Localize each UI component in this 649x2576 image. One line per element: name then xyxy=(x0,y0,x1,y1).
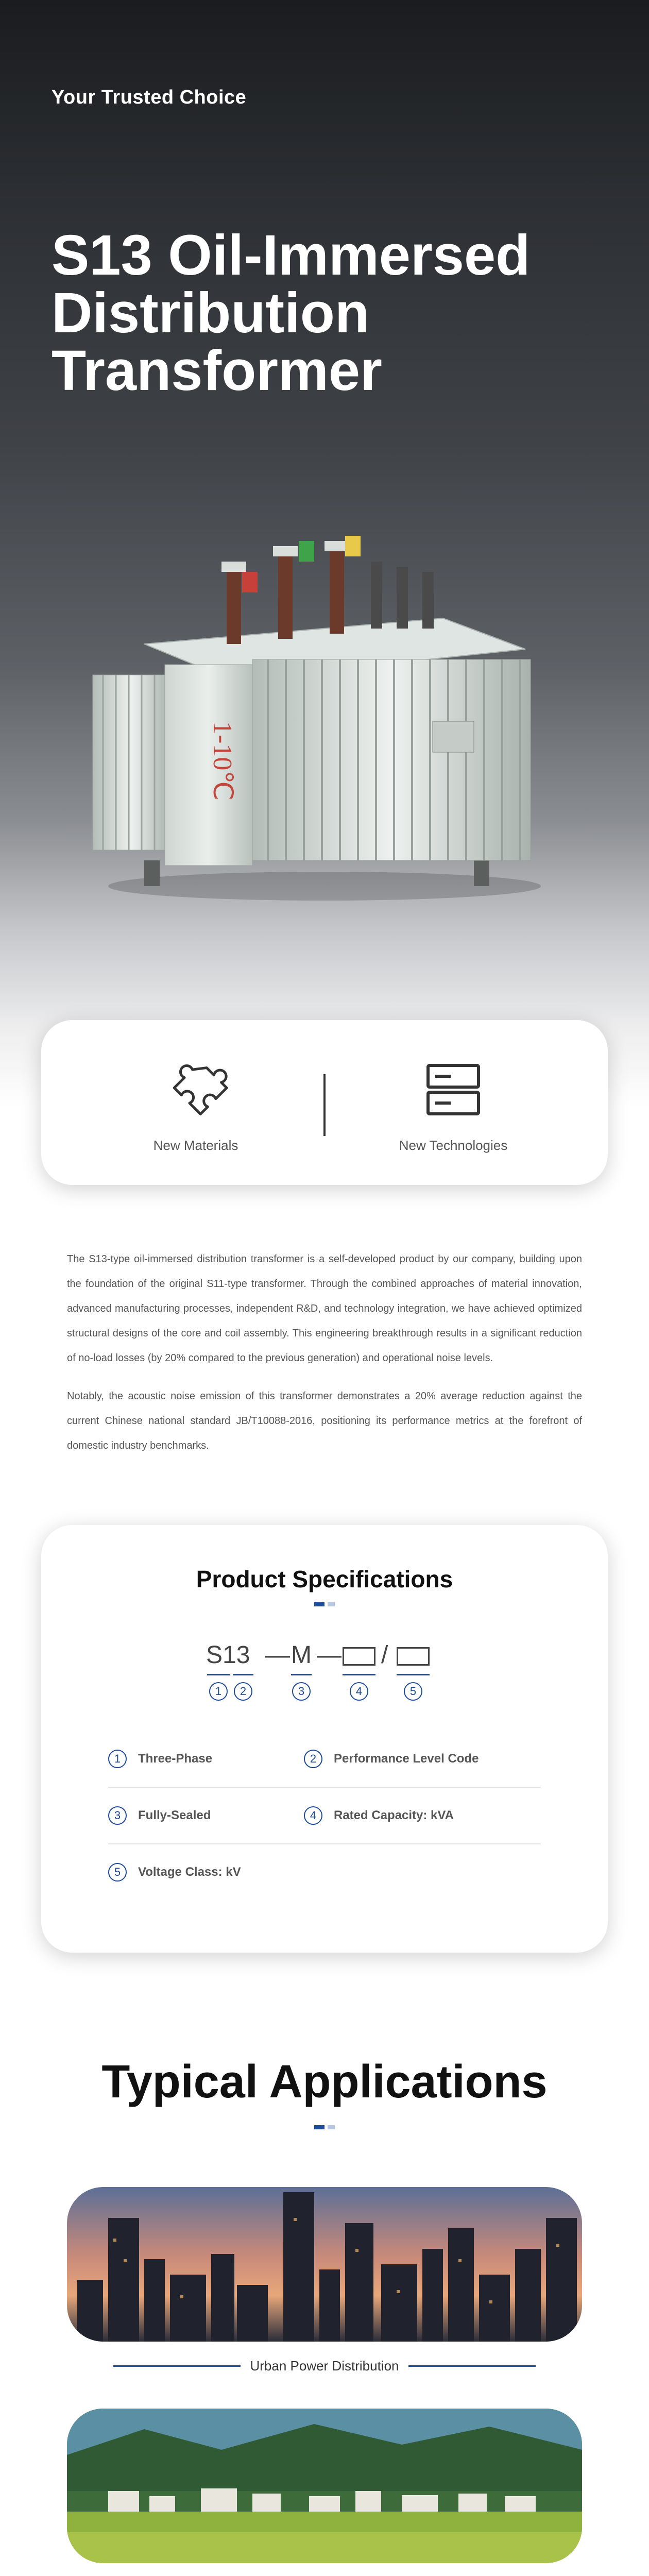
number-badge: 1 xyxy=(209,1682,228,1701)
hero-title: S13 Oil-Immersed Distribution Transformer xyxy=(52,224,531,402)
spec-item xyxy=(304,1806,454,1825)
number-badge: 1 xyxy=(108,1750,127,1768)
model-box xyxy=(397,1647,430,1666)
app-label: Urban Power Distribution xyxy=(241,2358,408,2374)
model-dash: — xyxy=(265,1641,290,1669)
title-accent-mark xyxy=(314,2125,335,2129)
feature-new-materials xyxy=(88,1056,304,1154)
feature-label: New Materials xyxy=(153,1138,238,1153)
number-badge: 5 xyxy=(404,1682,422,1701)
server-icon xyxy=(420,1056,487,1123)
spec-item xyxy=(108,1806,211,1825)
number-badge: 2 xyxy=(234,1682,252,1701)
hero-section xyxy=(0,0,649,1108)
number-badge: 4 xyxy=(350,1682,368,1701)
model-box xyxy=(343,1647,375,1666)
spec-item xyxy=(108,1750,212,1768)
spec-text: Rated Capacity: kVA xyxy=(334,1808,454,1822)
number-badge: 4 xyxy=(304,1806,322,1825)
model-m: M xyxy=(291,1641,312,1669)
spec-item xyxy=(304,1750,479,1768)
feature-card xyxy=(41,1020,608,1185)
spec-card xyxy=(41,1525,608,1953)
spec-text: Voltage Class: kV xyxy=(138,1865,241,1879)
feature-new-technologies xyxy=(345,1056,561,1154)
app-caption xyxy=(67,2355,582,2376)
spec-text: Fully-Sealed xyxy=(138,1808,211,1822)
feature-divider xyxy=(323,1074,326,1136)
number-badge: 5 xyxy=(108,1863,127,1882)
number-badge: 2 xyxy=(304,1750,322,1768)
spec-item xyxy=(108,1863,241,1882)
title-accent-mark xyxy=(314,1602,335,1606)
spec-row xyxy=(108,1731,541,1788)
number-badge: 3 xyxy=(108,1806,127,1825)
urban-image xyxy=(67,2187,582,2342)
model-dash: — xyxy=(317,1641,341,1669)
spec-text: Three-Phase xyxy=(138,1752,213,1766)
model-code xyxy=(206,1641,464,1703)
spec-row xyxy=(108,1788,541,1844)
intro-paragraph: Notably, the acoustic noise emission of this transformer demonstrates a 20% average reduction against the current Chinese national standard JB/T10088-2016, positioning its performance metrics at the forefront of domestic industry benchmarks. xyxy=(67,1391,582,1451)
hero-tagline: Your Trusted Choice xyxy=(52,87,247,108)
intro-text xyxy=(67,1247,582,1471)
spec-title: Product Specifications xyxy=(196,1566,453,1592)
transformer-image xyxy=(82,505,567,907)
applications-title: Typical Applications xyxy=(101,2056,548,2108)
nameplate-text: 1-10℃ xyxy=(208,721,237,801)
rural-image xyxy=(67,2409,582,2563)
spec-row xyxy=(108,1844,541,1901)
puzzle-icon xyxy=(162,1056,229,1123)
feature-label: New Technologies xyxy=(399,1138,508,1153)
model-s13: S13 xyxy=(206,1641,250,1669)
model-slash: / xyxy=(381,1641,388,1669)
spec-text: Performance Level Code xyxy=(334,1752,479,1766)
intro-paragraph: The S13-type oil-immersed distribution transformer is a self-developed product by our company, building upon the foundation of the original S11-type transformer. Through the combined approaches of material innovation, advanced manufacturing processes, independent R&D, and technology integration, we have achieved optimized structural designs of the core and coil assembly. This engineering breakthrough results in a significant reduction of no-load losses (by 20% compared to the previous generation) and operational noise levels. xyxy=(67,1253,582,1364)
number-badge: 3 xyxy=(292,1682,311,1701)
